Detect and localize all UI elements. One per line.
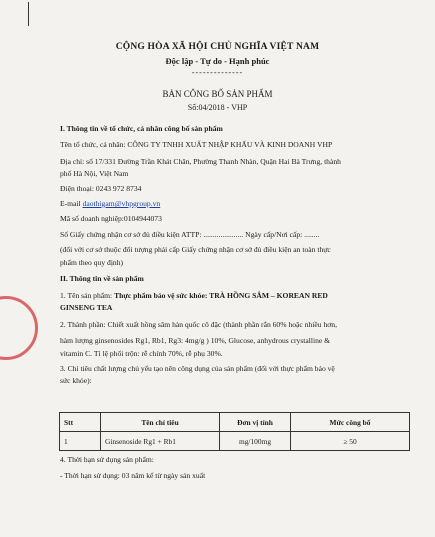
certificate-line-1: Số Giấy chứng nhận cơ sở đủ điều kiện ATTP: ..................... Ngày cấp/Nơi cấp: ........ (60, 230, 320, 239)
certificate-line-3: phẩm theo quy định) (60, 258, 124, 267)
table-header-cell: Đơn vị tính (220, 413, 291, 432)
table-cell: 1 (60, 432, 101, 451)
email-row (60, 199, 160, 208)
table-header-cell: Stt (60, 413, 101, 432)
pen-mark (28, 2, 29, 26)
header-divider: -------------- (191, 68, 244, 77)
motto: Độc lập - Tự do - Hạnh phúc (165, 56, 270, 66)
address-line-1: Địa chỉ: số 17/331 Đường Trần Khát Chân, Phường Thanh Nhàn, Quận Hai Bà Trưng, thành (60, 157, 341, 166)
shelf-life-heading: 4. Thời hạn sử dụng sản phẩm: (60, 455, 154, 464)
product-name-line-2: GINSENG TEA (60, 303, 113, 312)
table-header-cell: Tên chỉ tiêu (101, 413, 220, 432)
ingredients-line-3: vitamin C. Tỉ lệ phối trộn: rễ chính 70%, rễ phụ 30%. (60, 349, 223, 358)
email-label: E-mail (60, 199, 83, 208)
product-name: TRÀ HỒNG SÂM – KOREAN RED (209, 291, 328, 300)
table-cell: mg/100mg (220, 432, 291, 451)
table-header-cell: Mức công bố (291, 413, 410, 432)
product-type: Thực phẩm bảo vệ sức khỏe: (114, 291, 210, 300)
ingredients-line-1: 2. Thành phần: Chiết xuất hồng sâm hàn quốc cô đặc (thành phần rắn 60% hoặc nhiều hơn, (60, 320, 337, 329)
quality-table-wrapper (59, 412, 410, 451)
quality-line-2: sức khỏe): (60, 376, 92, 385)
ingredients-line-2: hàm lượng ginsenosides Rg1, Rb1, Rg3: 4mg/g ) 10%, Glucose, anhydrous crystalline & (60, 336, 331, 345)
quality-line-1: 3. Chỉ tiêu chất lượng chủ yếu tạo nên công dụng của sản phẩm (đối với thực phẩm bảo vệ (60, 364, 335, 373)
company-seal-stamp (0, 296, 38, 360)
table-header-row (60, 413, 410, 432)
email-link[interactable]: daothigam@vhpgroup.vn (82, 199, 161, 208)
section-2-heading: II. Thông tin về sản phẩm (60, 274, 144, 283)
product-name-line (60, 291, 328, 300)
phone: Điện thoại: 0243 972 8734 (60, 184, 142, 193)
table-cell: ≥ 50 (291, 432, 410, 451)
shelf-life: - Thời hạn sử dụng: 03 năm kể từ ngày sản xuất (60, 471, 206, 480)
document-number: Số:04/2018 - VHP (187, 103, 248, 112)
product-label: 1. Tên sản phẩm: (60, 291, 115, 300)
document-title: BẢN CÔNG BỐ SẢN PHẨM (162, 89, 273, 99)
nation-title: CỘNG HÒA XÃ HỘI CHỦ NGHĨA VIỆT NAM (115, 42, 320, 52)
table-row (60, 432, 410, 451)
certificate-line-2: (đối với cơ sở thuộc đối tượng phải cấp Giấy chứng nhận cơ sở đủ điều kiện an toàn thực (60, 245, 331, 254)
section-1-heading: I. Thông tin về tổ chức, cá nhân công bố sản phẩm (60, 124, 223, 133)
table-cell: Ginsenoside Rg1 + Rb1 (101, 432, 220, 451)
address-line-2: phố Hà Nội, Việt Nam (60, 169, 129, 178)
quality-table (59, 412, 410, 451)
org-name: Tên tổ chức, cá nhân: CÔNG TY TNHH XUẤT NHẬP KHẨU VÀ KINH DOANH VHP (60, 140, 333, 149)
tax-code: Mã số doanh nghiệp:0104944073 (60, 214, 162, 223)
